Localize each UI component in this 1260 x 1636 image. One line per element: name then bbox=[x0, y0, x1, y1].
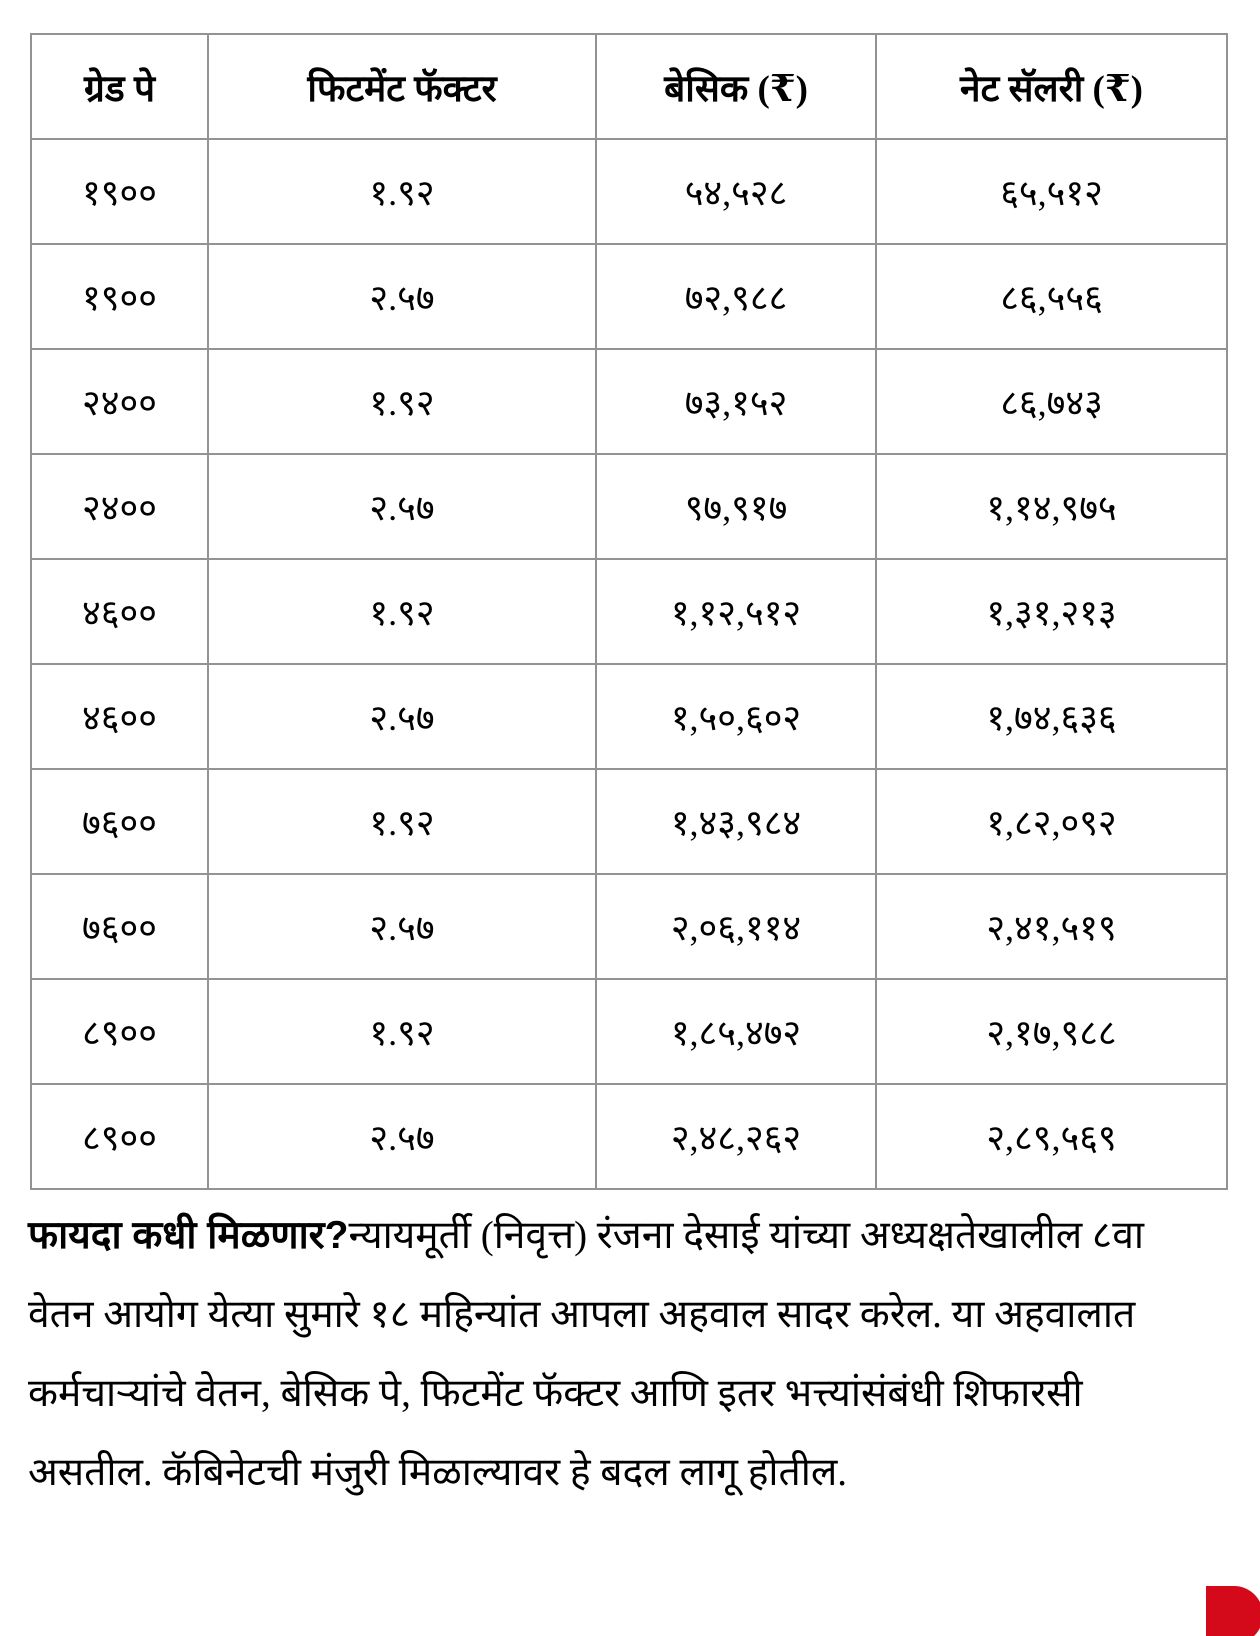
cell-net-salary: ६५,५१२ bbox=[876, 139, 1227, 244]
cell-net-salary: ८६,७४३ bbox=[876, 349, 1227, 454]
column-header-fitment-factor: फिटमेंट फॅक्टर bbox=[208, 34, 596, 139]
cell-fitment-factor: १.९२ bbox=[208, 559, 596, 664]
cell-net-salary: १,३१,२१३ bbox=[876, 559, 1227, 664]
table-row bbox=[31, 769, 1227, 874]
cell-basic: १,८५,४७२ bbox=[596, 979, 876, 1084]
cell-grade-pay: २४०० bbox=[31, 454, 208, 559]
cell-net-salary: ८६,५५६ bbox=[876, 244, 1227, 349]
table-row bbox=[31, 1084, 1227, 1189]
column-header-grade-pay: ग्रेड पे bbox=[31, 34, 208, 139]
cell-grade-pay: ४६०० bbox=[31, 559, 208, 664]
table-row bbox=[31, 244, 1227, 349]
paragraph-body-text: न्यायमूर्ती (निवृत्त) रंजना देसाई यांच्या अध्यक्षतेखालील ८वा वेतन आयोग येत्या सुमारे १८ महिन्यांत आपला अहवाल सादर करेल. या अहवालात कर्मचाऱ्यांचे वेतन, बेसिक पे, फिटमेंट फॅक्टर आणि इतर भत्त्यांसंबंधी शिफारसी असतील. कॅबिनेटची मंजुरी मिळाल्यावर हे बदल लागू होतील. bbox=[28, 1214, 1144, 1494]
cell-fitment-factor: १.९२ bbox=[208, 979, 596, 1084]
cell-grade-pay: १९०० bbox=[31, 244, 208, 349]
cell-net-salary: १,७४,६३६ bbox=[876, 664, 1227, 769]
cell-basic: १,५०,६०२ bbox=[596, 664, 876, 769]
cell-net-salary: १,८२,०९२ bbox=[876, 769, 1227, 874]
cell-grade-pay: ४६०० bbox=[31, 664, 208, 769]
salary-table bbox=[30, 33, 1228, 1190]
cell-fitment-factor: २.५७ bbox=[208, 244, 596, 349]
table-body bbox=[31, 139, 1227, 1189]
column-header-net-salary: नेट सॅलरी (₹) bbox=[876, 34, 1227, 139]
cell-grade-pay: ८९०० bbox=[31, 979, 208, 1084]
table-row bbox=[31, 979, 1227, 1084]
cell-basic: १,१२,५१२ bbox=[596, 559, 876, 664]
cell-basic: ९७,९१७ bbox=[596, 454, 876, 559]
cell-net-salary: २,१७,९८८ bbox=[876, 979, 1227, 1084]
publisher-logo bbox=[1204, 1584, 1260, 1636]
table-header-row bbox=[31, 34, 1227, 139]
cell-basic: ५४,५२८ bbox=[596, 139, 876, 244]
table-row bbox=[31, 664, 1227, 769]
paragraph-lead-heading: फायदा कधी मिळणार? bbox=[28, 1214, 349, 1257]
cell-basic: १,४३,९८४ bbox=[596, 769, 876, 874]
cell-grade-pay: १९०० bbox=[31, 139, 208, 244]
cell-fitment-factor: १.९२ bbox=[208, 349, 596, 454]
cell-grade-pay: २४०० bbox=[31, 349, 208, 454]
cell-grade-pay: ७६०० bbox=[31, 769, 208, 874]
cell-grade-pay: ८९०० bbox=[31, 1084, 208, 1189]
cell-fitment-factor: २.५७ bbox=[208, 874, 596, 979]
salary-table-container bbox=[30, 33, 1226, 1190]
cell-net-salary: २,८९,५६९ bbox=[876, 1084, 1227, 1189]
column-header-basic: बेसिक (₹) bbox=[596, 34, 876, 139]
cell-fitment-factor: १.९२ bbox=[208, 139, 596, 244]
cell-net-salary: २,४१,५१९ bbox=[876, 874, 1227, 979]
cell-basic: ७२,९८८ bbox=[596, 244, 876, 349]
cell-fitment-factor: २.५७ bbox=[208, 454, 596, 559]
cell-basic: २,०६,११४ bbox=[596, 874, 876, 979]
table-row bbox=[31, 454, 1227, 559]
cell-grade-pay: ७६०० bbox=[31, 874, 208, 979]
cell-fitment-factor: २.५७ bbox=[208, 1084, 596, 1189]
cell-fitment-factor: २.५७ bbox=[208, 664, 596, 769]
table-header bbox=[31, 34, 1227, 139]
table-row bbox=[31, 559, 1227, 664]
table-row bbox=[31, 349, 1227, 454]
table-row bbox=[31, 874, 1227, 979]
table-row bbox=[31, 139, 1227, 244]
article-paragraph bbox=[28, 1196, 1188, 1512]
cell-basic: २,४८,२६२ bbox=[596, 1084, 876, 1189]
cell-fitment-factor: १.९२ bbox=[208, 769, 596, 874]
cell-net-salary: १,१४,९७५ bbox=[876, 454, 1227, 559]
logo-d-icon bbox=[1204, 1584, 1260, 1636]
cell-basic: ७३,१५२ bbox=[596, 349, 876, 454]
